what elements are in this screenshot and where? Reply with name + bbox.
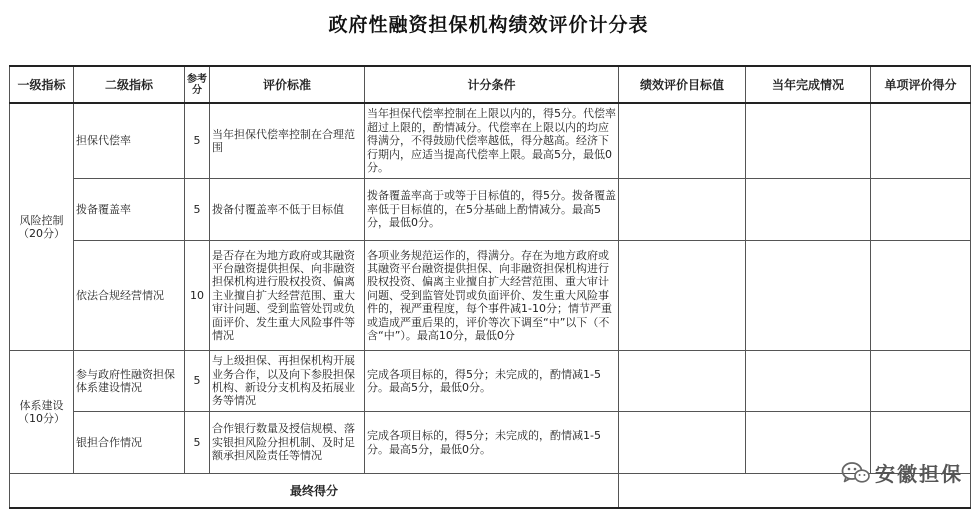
completion-cell	[746, 179, 871, 241]
scoring-cell: 完成各项目标的，得5分；未完成的，酌情减1-5分。最高5分，最低0分。	[365, 351, 619, 412]
evaluation-table	[9, 65, 971, 509]
final-score-label: 最终得分	[10, 474, 619, 509]
group-system-building: 体系建设（10分）	[10, 351, 74, 474]
header-row	[10, 66, 971, 103]
watermark-text: 安徽担保	[875, 462, 963, 486]
points-cell: 5	[185, 412, 210, 474]
wechat-logo-icon	[841, 461, 871, 485]
item-score-cell	[871, 103, 971, 179]
points-cell: 5	[185, 351, 210, 412]
final-score-row	[10, 474, 971, 509]
header-level2: 二级指标	[74, 66, 185, 103]
group-risk-control: 风险控制（20分）	[10, 103, 74, 351]
table-row	[10, 351, 971, 412]
indicator-cell: 银担合作情况	[74, 412, 185, 474]
indicator-cell: 依法合规经营情况	[74, 241, 185, 351]
table-row	[10, 241, 971, 351]
header-scoring: 计分条件	[365, 66, 619, 103]
indicator-cell: 参与政府性融资担保体系建设情况	[74, 351, 185, 412]
standard-cell: 合作银行数量及授信规模、落实银担风险分担机制、及时足额承担风险责任等情况	[210, 412, 365, 474]
completion-cell	[746, 241, 871, 351]
target-cell	[619, 241, 746, 351]
standard-cell: 是否存在为地方政府或其融资平台融资提供担保、向非融资担保机构进行股权投资、偏离主业擅自扩大经营范围、重大审计问题、受到监管处罚或负面评价、发生重大风险事件等情况	[210, 241, 365, 351]
header-completion: 当年完成情况	[746, 66, 871, 103]
points-cell: 10	[185, 241, 210, 351]
item-score-cell	[871, 351, 971, 412]
target-cell	[619, 179, 746, 241]
scoring-cell: 拨备覆盖率高于或等于目标值的，得5分。拨备覆盖率低于目标值的，在5分基础上酌情减分。最高5分，最低0分。	[365, 179, 619, 241]
item-score-cell	[871, 241, 971, 351]
points-cell: 5	[185, 179, 210, 241]
indicator-cell: 拨备覆盖率	[74, 179, 185, 241]
scoring-cell: 完成各项目标的，得5分；未完成的，酌情减1-5分。最高5分，最低0分。	[365, 412, 619, 474]
watermark	[841, 458, 963, 487]
completion-cell	[746, 103, 871, 179]
header-level1: 一级指标	[10, 66, 74, 103]
table-row	[10, 179, 971, 241]
item-score-cell	[871, 179, 971, 241]
completion-cell	[746, 351, 871, 412]
indicator-cell: 担保代偿率	[74, 103, 185, 179]
points-cell: 5	[185, 103, 210, 179]
header-target: 绩效评价目标值	[619, 66, 746, 103]
standard-cell: 当年担保代偿率控制在合理范围	[210, 103, 365, 179]
standard-cell: 拨备付覆盖率不低于目标值	[210, 179, 365, 241]
standard-cell: 与上级担保、再担保机构开展业务合作，以及向下参股担保机构、新设分支机构及拓展业务等情况	[210, 351, 365, 412]
target-cell	[619, 351, 746, 412]
page-title: 政府性融资担保机构绩效评价计分表	[328, 14, 649, 36]
scoring-cell: 当年担保代偿率控制在上限以内的，得5分。代偿率超过上限的，酌情减分。代偿率在上限以内的均应得满分，不得鼓励代偿率越低，得分越高。经济下行期内，应适当提高代偿率上限。最高5分，最低0分。	[365, 103, 619, 179]
target-cell	[619, 103, 746, 179]
header-standard: 评价标准	[210, 66, 365, 103]
header-item-score: 单项评价得分	[871, 66, 971, 103]
target-cell	[619, 412, 746, 474]
scoring-cell: 各项业务规范运作的，得满分。存在为地方政府或其融资平台融资提供担保、向非融资担保机构进行股权投资、偏离主业擅自扩大经营范围、重大审计问题、受到监管处罚或负面评价、发生重大风险事件的，视严重程度，每个事件减1-10分；情节严重或造成严重后果的，评价等次下调至“中”以下（不含“中”）。最高10分，最低0分	[365, 241, 619, 351]
table-row	[10, 412, 971, 474]
table-row	[10, 103, 971, 179]
header-points: 参考分	[185, 66, 210, 103]
